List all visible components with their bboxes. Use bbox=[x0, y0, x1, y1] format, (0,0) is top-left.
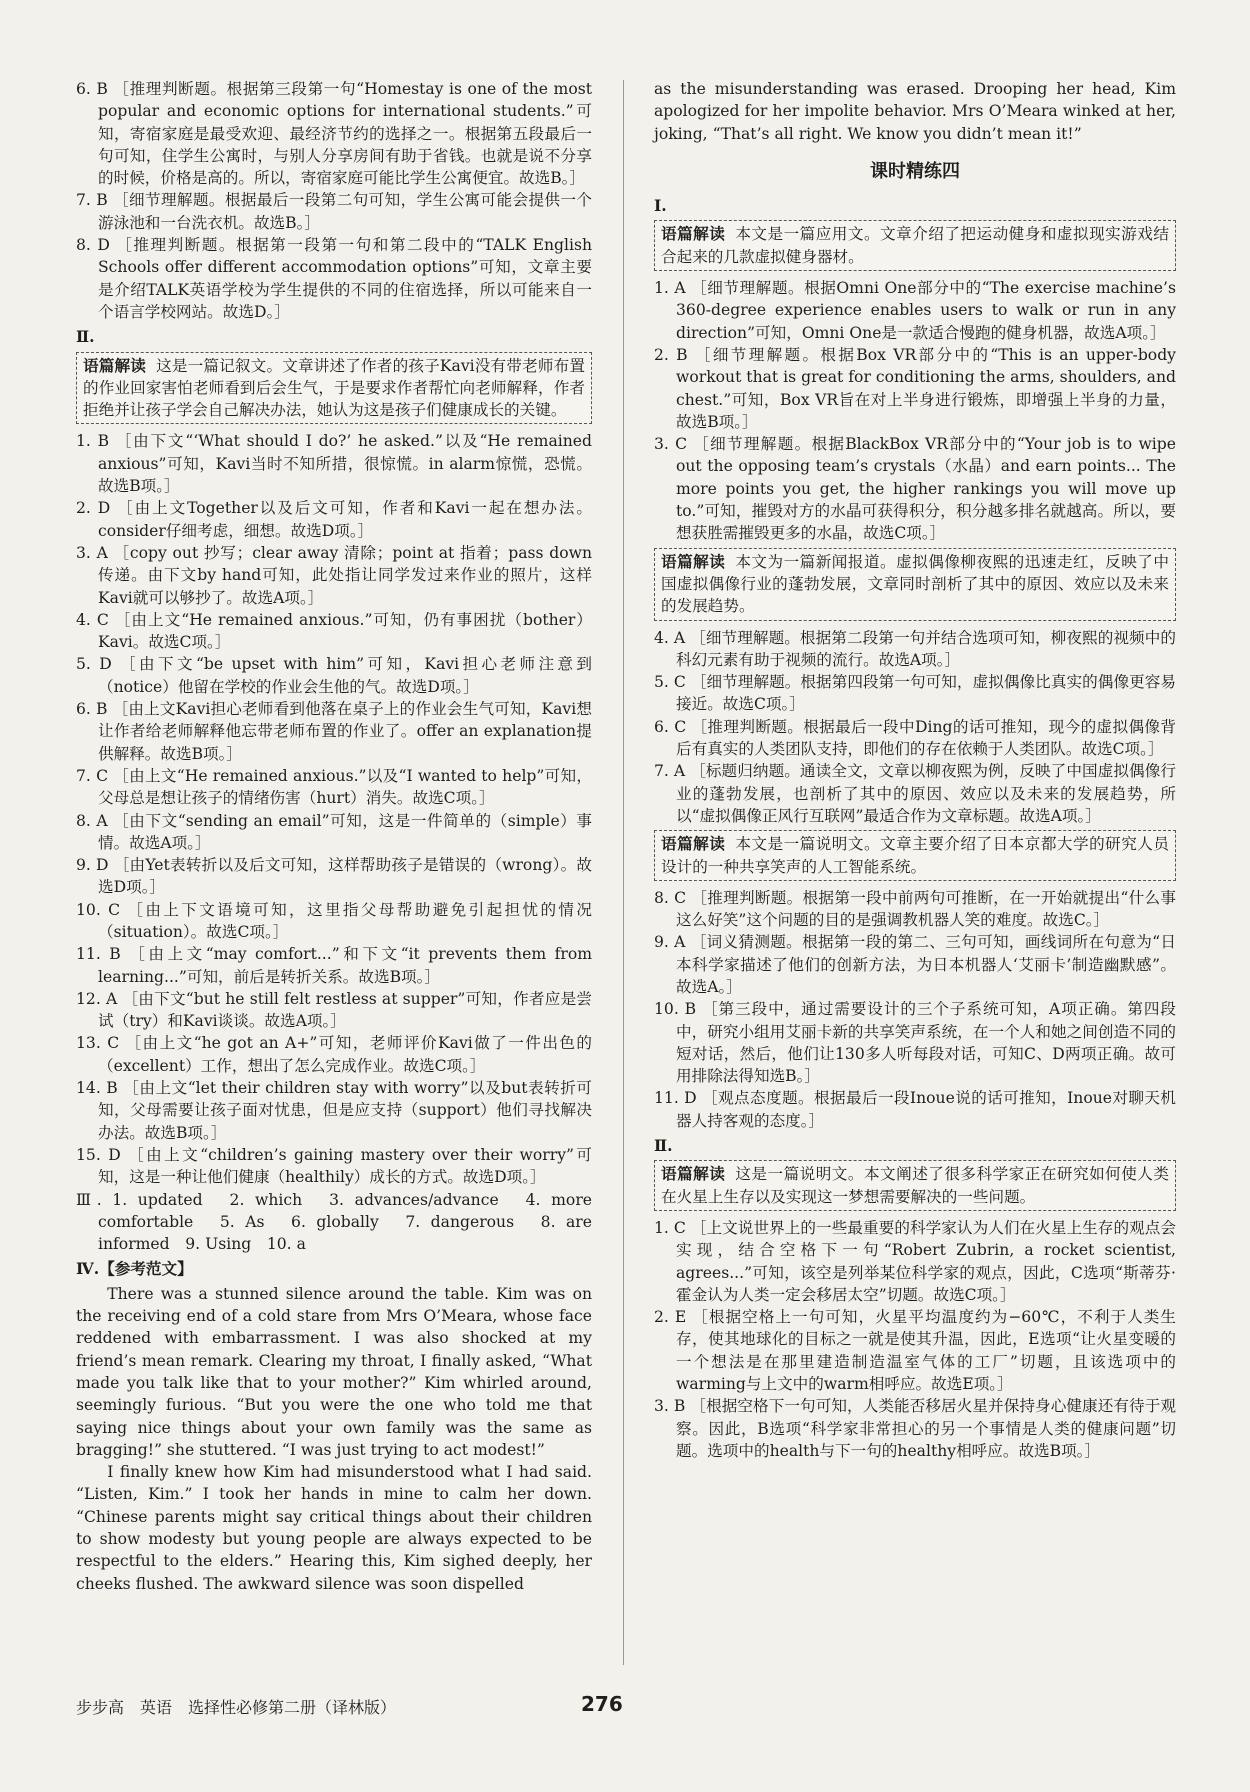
answer-item: 5. D ［由下文“be upset with him”可知，Kavi担心老师注意到（notice）他留在学校的作业会生他的气。故选D项。］ bbox=[76, 655, 592, 696]
section-label bbox=[76, 1258, 592, 1280]
book-series-label: 步步高 英语 选择性必修第二册（译林版） bbox=[76, 1698, 397, 1717]
answer-item: 7. B ［细节理解题。根据最后一段第二句可知，学生公寓可能会提供一个游泳池和一台洗衣机。故选B。］ bbox=[76, 191, 592, 232]
answer-item: 1. A ［细节理解题。根据Omni One部分中的“The exercise machine’s 360-degree experience enables users to walk or run in any direction”可知，Omni One是一款适合慢跑的健身机器，故选A项。］ bbox=[654, 279, 1176, 342]
answer-item: 6. B ［由上文Kavi担心老师看到他落在桌子上的作业会生气可知，Kavi想让作者给老师解释他忘带老师布置的作业了。offer an explanation提供解释。故选B项。］ bbox=[76, 700, 592, 763]
column-divider bbox=[623, 80, 624, 1665]
passage-analysis-box bbox=[654, 548, 1176, 621]
answer-item: 2. E ［根据空格上一句可知，火星平均温度约为−60℃，不利于人类生存，使其地球化的目标之一就是使其升温，因此，E选项“让火星变暖的一个想法是在那里建造制造温室气体的工厂”切题，且该选项中的warming与上文中的warm相呼应。故选E项。］ bbox=[654, 1308, 1176, 1394]
section-label: Ⅱ. bbox=[654, 1136, 673, 1156]
section-label: Ⅰ. bbox=[654, 196, 667, 216]
answer-item: 7. A ［标题归纳题。通读全文，文章以柳夜熙为例，反映了中国虚拟偶像行业的蓬勃发展，也剖析了其中的原因、效应以及未来的发展趋势，所以“虚拟偶像正风行互联网”最适合作为文章标题。故选A项。］ bbox=[654, 762, 1176, 825]
answer-item: 4. A ［细节理解题。根据第二段第一句并结合选项可知，柳夜熙的视频中的科幻元素有助于视频的流行。故选A项。］ bbox=[654, 628, 1176, 669]
box-text: 这是一篇说明文。本文阐述了很多科学家正在研究如何使人类在火星上生存以及实现这一梦想需要解决的一些问题。 bbox=[661, 1165, 1169, 1206]
answer-item: 7. C ［由上文“He remained anxious.”以及“I wanted to help”可知，父母总是想让孩子的情绪伤害（hurt）消失。故选C项。］ bbox=[76, 766, 592, 808]
answer-item: 10. B ［第三段中，通过需要设计的三个子系统可知，A项正确。第四段中，研究小组用艾丽卡新的共享笑声系统，在一个人和她之间创造不同的短对话，然后，他们让130多人听每段对话，可知C、D两项正确。故可用排除法得知选B。］ bbox=[654, 1000, 1176, 1086]
box-text: 本文是一篇说明文。文章主要介绍了日本京都大学的研究人员设计的一种共享笑声的人工智能系统。 bbox=[661, 835, 1169, 876]
section-number: Ⅳ. bbox=[76, 1259, 100, 1279]
answer-item: 2. D ［由上文Together以及后文可知，作者和Kavi一起在想办法。consider仔细考虑，细想。故选D项。］ bbox=[76, 499, 592, 540]
box-tag: 语篇解读 bbox=[661, 835, 726, 854]
answer-item: 3. A ［copy out 抄写；clear away 清除；point at 指着；pass down传递。由下文by hand可知，此处指让同学发过来作业的照片，这样Kavi就可以够抄了。故选A项。］ bbox=[76, 543, 592, 607]
answer-item: 8. C ［推理判断题。根据第一段中前两句可推断，在一开始就提出“什么事这么好笑”这个问题的目的是强调教机器人笑的难度。故选C。］ bbox=[654, 888, 1176, 930]
section-label: Ⅱ. bbox=[76, 327, 95, 347]
box-text: 这是一篇记叙文。文章讲述了作者的孩子Kavi没有带老师布置的作业回家害怕老师看到后会生气，于是要求作者帮忙向老师解释，作者拒绝并让孩子学会自己解决办法，她认为这是孩子们健康成长的关键。 bbox=[83, 356, 585, 420]
answer-item: 11. B ［由上文“may comfort...”和下文“it prevents them from learning...”可知，前后是转折关系。故选B项。］ bbox=[76, 945, 592, 986]
essay-continuation: as the misunderstanding was erased. Drooping her head, Kim apologized for her impolite behavior. Mrs O’Meara winked at her, joking, “That’s all right. We know you didn’t mean it!” bbox=[654, 80, 1176, 143]
left-column bbox=[76, 78, 592, 1595]
page-footer bbox=[76, 1692, 1176, 1725]
page-number: 276 bbox=[581, 1692, 623, 1716]
answer-item: 8. A ［由下文“sending an email”可知，这是一件简单的（simple）事情。故选A项。］ bbox=[76, 811, 592, 852]
model-essay-label: 【参考范文】 bbox=[99, 1259, 193, 1279]
right-column bbox=[654, 78, 1176, 1462]
answer-item: 1. C ［上文说世界上的一些最重要的科学家认为人们在火星上生存的观点会实现，结合空格下一句“Robert Zubrin, a rocket scientist, agrees...”可知，该空是列举某位科学家的观点，因此，C选项“斯蒂芬·霍金认为人类一定会移居太空”切题。故选C项。］ bbox=[654, 1218, 1176, 1304]
passage-analysis-box bbox=[654, 1160, 1176, 1211]
answer-item: 6. C ［推理判断题。根据最后一段中Ding的话可推知，现今的虚拟偶像背后有真实的人类团队支持，即他们的存在依赖于人类团队。故选C项。］ bbox=[654, 717, 1176, 759]
answer-item: 14. B ［由上文“let their children stay with worry”以及but表转折可知，父母需要让孩子面对忧患，但是应支持（support）他们寻找解决办法。故选B项。］ bbox=[76, 1079, 592, 1142]
passage-analysis-box bbox=[654, 830, 1176, 881]
answer-item: 11. D ［观点态度题。根据最后一段Inoue说的话可推知，Inoue对聊天机器人持客观的态度。］ bbox=[654, 1089, 1176, 1130]
passage-analysis-box bbox=[76, 352, 592, 425]
passage-analysis-box bbox=[654, 220, 1176, 271]
essay-paragraph: I finally knew how Kim had misunderstood what I had said. “Listen, Kim.” I took her hands in mine to calm her down. “Chinese parents might say critical things about their children to show modesty but young people are always expected to be respectful to the elders.” Hearing this, Kim sighed deeply, her cheeks flushed. The awkward silence was soon dispelled bbox=[76, 1463, 592, 1593]
answer-item: 10. C ［由上下文语境可知，这里指父母帮助避免引起担忧的情况（situation）。故选C项。］ bbox=[76, 900, 592, 941]
box-text: 本文为一篇新闻报道。虚拟偶像柳夜熙的迅速走红，反映了中国虚拟偶像行业的蓬勃发展，文章同时剖析了其中的原因、效应以及未来的发展趋势。 bbox=[661, 552, 1169, 616]
box-text: 本文是一篇应用文。文章介绍了把运动健身和虚拟现实游戏结合起来的几款虚拟健身器材。 bbox=[661, 225, 1169, 266]
box-tag: 语篇解读 bbox=[661, 225, 726, 244]
essay-paragraph: There was a stunned silence around the table. Kim was on the receiving end of a cold stare from Mrs O’Meara, whose face reddened with embarrassment. I was also shocked at my friend’s mean remark. Clearing my throat, I finally asked, “What made you talk like that to your mother?” Kim whirled around, seemingly furious. “But you were the one who told me that saying nice things about your own family was the same as bragging!” she stuttered. “I was just trying to act modest!” bbox=[76, 1284, 592, 1459]
answer-item: 15. D ［由上文“children’s gaining mastery over their worry”可知，这是一种让他们健康（healthily）成长的方式。故选D项。］ bbox=[76, 1145, 592, 1187]
model-essay bbox=[76, 1283, 592, 1595]
answer-item: 12. A ［由下文“but he still felt restless at supper”可知，作者应是尝试（try）和Kavi谈谈。故选A项。］ bbox=[76, 989, 592, 1031]
box-tag: 语篇解读 bbox=[83, 356, 147, 375]
lesson-heading: 课时精练四 bbox=[870, 160, 960, 182]
answer-item: 6. B ［推理判断题。根据第三段第一句“Homestay is one of the most popular and economic options for international students.”可知，寄宿家庭是最受欢迎、最经济节约的选择之一。根据第五段最后一句可知，住学生公寓时，与别人分享房间有助于省钱。也就是说不分享的时候，价格是高的。所以，寄宿家庭可能比学生公寓便宜。故选B。］ bbox=[76, 80, 592, 188]
answer-item: 8. D ［推理判断题。根据第一段第一句和第二段中的“TALK English Schools offer different accommodation options”可知，文章主要是介绍TALK英语学校为学生提供的不同的住宿选择，所以可能来自一个语言学校网站。故选D。］ bbox=[76, 236, 592, 321]
answer-item: 9. A ［词义猜测题。根据第一段的第二、三句可知，画线词所在句意为“日本科学家描述了他们的创新方法，为日本机器人‘艾丽卡’制造幽默感”。故选A。］ bbox=[654, 933, 1176, 996]
fill-in-answers: Ⅲ. 1. updated 2. which 3. advances/advance 4. more comfortable 5. As 6. globally 7. dangerous 8. are informed 9. Using 10. a bbox=[76, 1190, 592, 1254]
box-tag: 语篇解读 bbox=[661, 552, 726, 571]
box-tag: 语篇解读 bbox=[661, 1165, 726, 1184]
answer-item: 1. B ［由下文“‘What should I do?’ he asked.”以及“He remained anxious”可知，Kavi当时不知所措，很惊慌。in alarm惊慌，恐慌。故选B项。］ bbox=[76, 432, 592, 496]
answer-item: 4. C ［由上文“He remained anxious.”可知，仍有事困扰（bother）Kavi。故选C项。］ bbox=[76, 610, 592, 652]
answer-item: 2. B ［细节理解题。根据Box VR部分中的“This is an upper-body workout that is great for conditioning the arms, shoulders, and chest.”可知，Box VR旨在对上半身进行锻炼，即增强上半身的力量，故选B项。］ bbox=[654, 345, 1176, 431]
answer-item: 13. C ［由上文“he got an A+”可知，老师评价Kavi做了一件出色的（excellent）工作，想出了怎么完成作业。故选C项。］ bbox=[76, 1034, 592, 1075]
answer-item: 3. C ［细节理解题。根据BlackBox VR部分中的“Your job is to wipe out the opposing team’s crystals（水晶）and earn points... The more points you get, the higher rankings you will move up to.”可知，摧毁对方的水晶可获得积分，积分越多排名就越高。所以，要想获胜需摧毁更多的水晶，故选C项。］ bbox=[654, 435, 1176, 543]
answer-item: 5. C ［细节理解题。根据第四段第一句可知，虚拟偶像比真实的偶像更容易接近。故选C项。］ bbox=[654, 673, 1176, 714]
answer-item: 9. D ［由Yet表转折以及后文可知，这样帮助孩子是错误的（wrong）。故选D项。］ bbox=[76, 856, 592, 897]
answer-item: 3. B ［根据空格下一句可知，人类能否移居火星并保持身心健康还有待于观察。因此，B选项“科学家非常担心的另一个事情是人类的健康问题”切题。选项中的health与下一句的healthy相呼应。故选B项。］ bbox=[654, 1397, 1176, 1460]
